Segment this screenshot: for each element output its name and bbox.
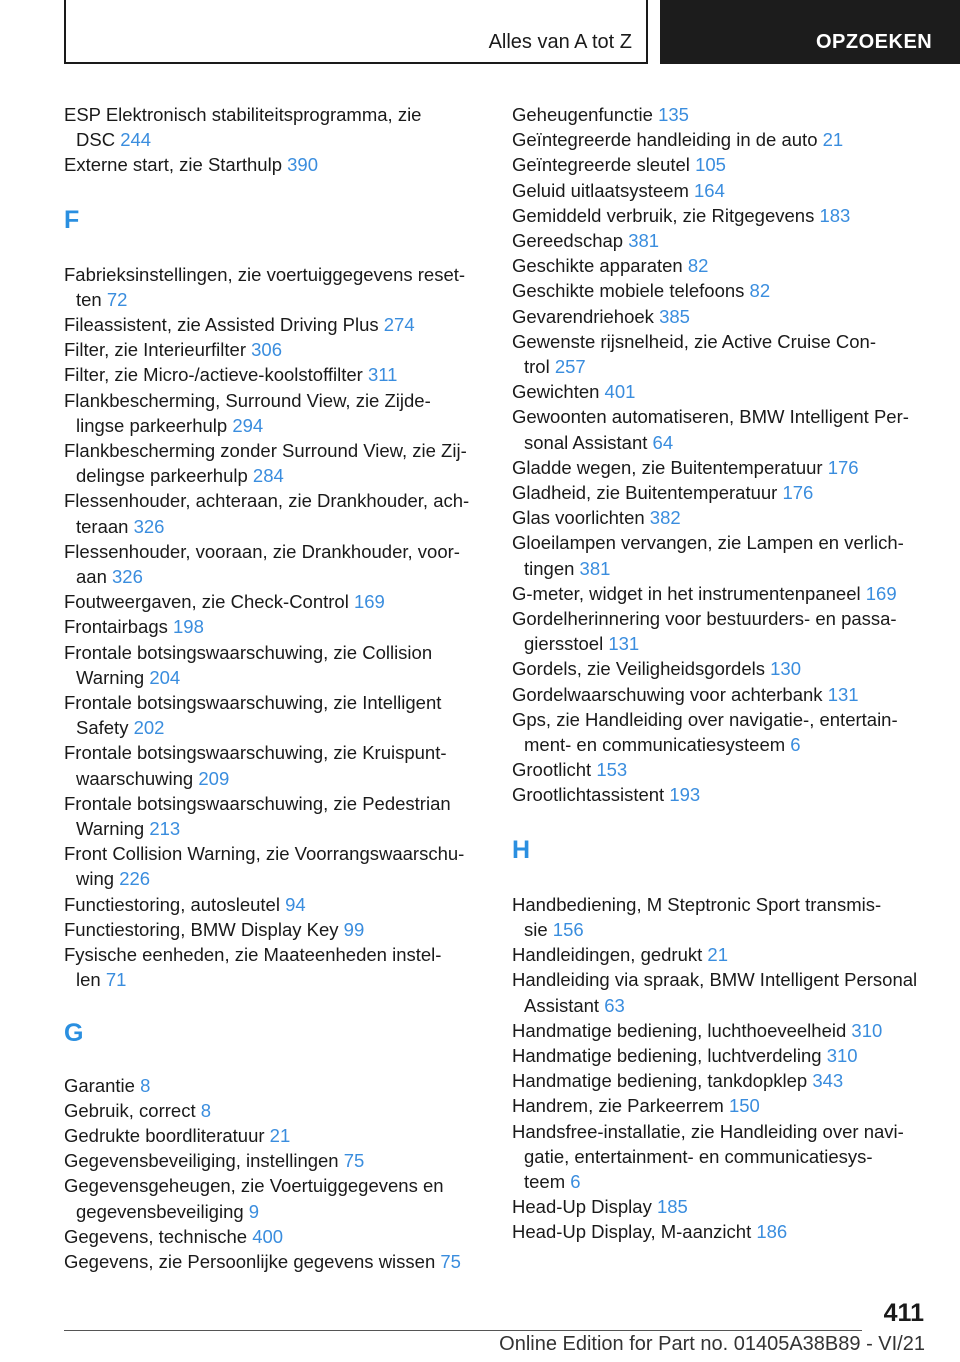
page-reference-link[interactable]: 135	[658, 104, 689, 125]
page-reference-link[interactable]: 75	[343, 1150, 365, 1172]
index-entry	[64, 791, 484, 841]
page-reference-link[interactable]: 186	[756, 1221, 788, 1243]
index-entry	[512, 304, 932, 329]
index-entry-text: Frontairbags 198	[64, 616, 204, 638]
page-reference-link[interactable]: 343	[812, 1070, 844, 1092]
index-entry-text: waarschuwing 209	[76, 767, 230, 789]
index-entry	[512, 253, 932, 278]
page-reference-link[interactable]: 63	[604, 994, 625, 1016]
index-entry	[512, 782, 932, 807]
index-entry	[64, 362, 484, 387]
page-reference-link[interactable]: 294	[232, 414, 264, 436]
index-entry-text: Gedrukte boordliteratuur 21	[64, 1124, 291, 1146]
page-reference-link[interactable]: 326	[112, 566, 143, 588]
index-entry-text: Assistant 63	[524, 994, 625, 1016]
section-header-tab	[64, 0, 648, 64]
page-reference-link[interactable]: 150	[728, 1095, 760, 1117]
index-entry-text: Gps, zie Handleiding over navigatie-, entertain-	[512, 708, 898, 730]
index-entry-text: Safety 202	[76, 717, 165, 739]
index-entry	[512, 1043, 932, 1068]
index-entry	[64, 262, 484, 312]
index-entry	[512, 379, 932, 404]
page-reference-link[interactable]: 198	[173, 616, 204, 638]
page-reference-link[interactable]: 82	[687, 255, 709, 277]
page-reference-link[interactable]: 99	[343, 918, 365, 940]
index-entry-text: Handleiding via spraak, BMW Intelligent Personal	[512, 969, 918, 991]
index-entry-text: Gegevensgeheugen, zie Voertuiggegevens en	[64, 1175, 444, 1197]
index-entry-text: Gegevensbeveiliging, instellingen 75	[64, 1150, 365, 1172]
page-reference-link[interactable]: 169	[353, 591, 385, 613]
index-entry	[64, 152, 484, 177]
index-entry-text: sonal Assistant 64	[524, 431, 674, 453]
index-entry	[512, 1093, 932, 1118]
page-reference-link[interactable]: 310	[851, 1019, 883, 1041]
index-entry-text: ten 72	[76, 288, 128, 310]
footer-edition-text: Online Edition for Part no. 01405A38B89 - VI/21	[499, 1333, 925, 1355]
index-entry-text: Geschikte mobiele telefoons 82	[512, 280, 771, 302]
index-entry	[512, 203, 932, 228]
index-column-right	[512, 102, 932, 1245]
index-entry-text: Head-Up Display, M-aanzicht 186	[512, 1221, 788, 1243]
index-entry	[64, 589, 484, 614]
index-entry	[64, 640, 484, 690]
index-entry-text: Handmatige bediening, luchthoeveelheid 310	[512, 1019, 883, 1041]
index-entry	[512, 455, 932, 480]
page-reference-link[interactable]: 6	[790, 734, 801, 756]
index-entry-text: Gladheid, zie Buitentemperatuur 176	[512, 482, 814, 504]
index-entry-text: Handmatige bediening, luchtverdeling 310	[512, 1044, 858, 1066]
index-column-left	[64, 102, 484, 1274]
page-reference-link[interactable]: 326	[133, 515, 165, 537]
index-entry-text: Fabrieksinstellingen, zie voertuiggegevens reset-	[64, 263, 466, 285]
index-entry-text: Geheugenfunctie 135	[512, 104, 689, 125]
page-reference-link[interactable]: 382	[649, 507, 681, 529]
index-entry	[512, 1018, 932, 1043]
page-reference-link[interactable]: 209	[198, 767, 230, 789]
page-reference-link[interactable]: 153	[596, 759, 628, 781]
index-entry-text: G-meter, widget in het instrumentenpaneel 169	[512, 582, 897, 604]
index-entry-text: Foutweergaven, zie Check-Control 169	[64, 591, 385, 613]
index-entry-text: Gevarendriehoek 385	[512, 305, 690, 327]
page-reference-link[interactable]: 21	[269, 1124, 291, 1146]
index-letter-heading: H	[512, 835, 531, 864]
index-entry-text: Frontale botsingswaarschuwing, zie Intelligent	[64, 692, 442, 714]
index-entry	[512, 102, 932, 127]
index-entry-text: Flessenhouder, vooraan, zie Drankhouder, voor-	[64, 540, 460, 562]
index-entry-text: ment- en communicatiesysteem 6	[524, 734, 801, 756]
lookup-tab[interactable]	[660, 0, 960, 64]
page-reference-link[interactable]: 274	[383, 314, 415, 336]
index-entry-text: delingse parkeerhulp 284	[76, 465, 284, 487]
page-reference-link[interactable]: 71	[105, 969, 127, 991]
index-entry-text: Gegevens, zie Persoonlijke gegevens wissen 75	[64, 1250, 461, 1272]
index-entry-text: Filter, zie Micro-/actieve-koolstoffilter 311	[64, 364, 398, 386]
page-reference-link[interactable]: 169	[865, 582, 897, 604]
page-reference-link[interactable]: 164	[694, 179, 725, 201]
page-reference-link[interactable]: 82	[749, 280, 771, 302]
index-entry-text: DSC 244	[76, 129, 152, 151]
page-reference-link[interactable]: 213	[149, 818, 181, 840]
page-reference-link[interactable]: 401	[604, 381, 636, 403]
index-entry	[512, 127, 932, 152]
page-reference-link[interactable]: 131	[827, 683, 859, 705]
index-entry-text: Frontale botsingswaarschuwing, zie Kruispunt-	[64, 742, 447, 764]
index-entry-text: gegevensbeveiliging 9	[76, 1200, 260, 1222]
index-entry	[512, 656, 932, 681]
index-entry-text: Handbediening, M Steptronic Sport transmis-	[512, 893, 882, 915]
index-entry	[64, 488, 484, 538]
index-entry-text: Geïntegreerde sleutel 105	[512, 154, 726, 176]
page-reference-link[interactable]: 193	[669, 784, 701, 806]
index-entry	[64, 337, 484, 362]
index-entry	[512, 278, 932, 303]
index-entry	[64, 614, 484, 639]
page-reference-link[interactable]: 94	[285, 893, 306, 915]
index-entry-text: Head-Up Display 185	[512, 1196, 688, 1218]
page-reference-link[interactable]: 381	[628, 230, 660, 252]
index-entry	[64, 388, 484, 438]
index-entry-text: Handsfree-installatie, zie Handleiding over navi-	[512, 1120, 904, 1142]
index-entry	[512, 1068, 932, 1093]
index-entry-text: sie 156	[524, 918, 584, 940]
index-entry-text: wing 226	[76, 868, 151, 890]
page-reference-link[interactable]: 131	[608, 633, 640, 655]
page-reference-link[interactable]: 381	[579, 557, 611, 579]
index-entry	[64, 1098, 484, 1123]
index-entry-text: Grootlicht 153	[512, 759, 628, 781]
page-reference-link[interactable]: 185	[656, 1196, 688, 1218]
page-reference-link[interactable]: 244	[120, 129, 152, 151]
index-entry-text: Geïntegreerde handleiding in de auto 21	[512, 129, 844, 151]
index-entry-text: Flankbescherming zonder Surround View, zie Zij-	[64, 440, 467, 462]
index-entry	[64, 102, 484, 152]
index-entry-text: Gebruik, correct 8	[64, 1099, 212, 1121]
page-reference-link[interactable]: 400	[252, 1225, 284, 1247]
index-entry-text: Geschikte apparaten 82	[512, 255, 709, 277]
footer-divider	[64, 1330, 862, 1331]
index-letter-heading: F	[64, 205, 80, 234]
index-entry	[64, 942, 484, 992]
index-entry	[512, 480, 932, 505]
index-entry-text: Frontale botsingswaarschuwing, zie Collision	[64, 641, 433, 663]
page-reference-link[interactable]: 311	[367, 364, 398, 386]
page-reference-link[interactable]: 156	[552, 918, 584, 940]
index-entry-text: Gordels, zie Veiligheidsgordels 130	[512, 658, 801, 680]
index-entry	[512, 505, 932, 530]
page-number: 411	[883, 1299, 924, 1327]
index-entry-text: Warning 204	[76, 666, 181, 688]
index-entry	[64, 539, 484, 589]
index-entry-text: ESP Elektronisch stabiliteitsprogramma, zie	[64, 104, 422, 125]
index-entry-text: Gewichten 401	[512, 381, 636, 403]
index-entry-text: Gladde wegen, zie Buitentemperatuur 176	[512, 456, 859, 478]
index-entry	[512, 682, 932, 707]
page-reference-link[interactable]: 176	[782, 482, 814, 504]
index-entry	[512, 892, 932, 942]
index-entry-text: Gemiddeld verbruik, zie Ritgegevens 183	[512, 204, 851, 226]
page-reference-link[interactable]: 183	[819, 204, 851, 226]
index-entry-text: Flankbescherming, Surround View, zie Zijde-	[64, 389, 431, 411]
index-entry	[64, 1148, 484, 1173]
index-entry	[64, 690, 484, 740]
index-entry-text: Fileassistent, zie Assisted Driving Plus 274	[64, 314, 415, 336]
page-reference-link[interactable]: 9	[248, 1200, 260, 1222]
index-entry	[64, 1173, 484, 1223]
page-reference-link[interactable]: 75	[440, 1250, 461, 1272]
page-reference-link[interactable]: 21	[707, 944, 728, 966]
lookup-tab-label: OPZOEKEN	[816, 31, 933, 53]
page-reference-link[interactable]: 202	[133, 717, 165, 739]
section-title: Alles van A tot Z	[488, 31, 632, 53]
index-entry-text: giersstoel 131	[524, 633, 640, 655]
index-entry-text: trol 257	[524, 356, 586, 378]
page-reference-link[interactable]: 385	[659, 305, 690, 327]
index-entry-text: Gegevens, technische 400	[64, 1225, 284, 1247]
page-reference-link[interactable]: 64	[652, 431, 674, 453]
index-entry-text: Gloeilampen vervangen, zie Lampen en verlich-	[512, 532, 904, 554]
index-entry-text: Gordelwaarschuwing voor achterbank 131	[512, 683, 859, 705]
index-entry	[64, 841, 484, 891]
index-letter-heading: G	[64, 1018, 84, 1047]
index-entry	[64, 1224, 484, 1249]
index-entry-text: Warning 213	[76, 818, 181, 840]
index-entry	[64, 312, 484, 337]
index-entry	[512, 707, 932, 757]
page-reference-link[interactable]: 390	[287, 154, 319, 176]
index-entry	[64, 438, 484, 488]
index-entry-text: Functiestoring, autosleutel 94	[64, 893, 306, 915]
index-entry	[512, 329, 932, 379]
index-entry-text: Gewoonten automatiseren, BMW Intelligent Per-	[512, 406, 909, 428]
index-entry-text: Glas voorlichten 382	[512, 507, 681, 529]
index-entry-text: teraan 326	[76, 515, 165, 537]
index-entry-text: gatie, entertainment- en communicatiesys-	[524, 1145, 873, 1167]
index-entry	[512, 757, 932, 782]
page-reference-link[interactable]: 310	[826, 1044, 858, 1066]
page-reference-link[interactable]: 21	[822, 129, 844, 151]
index-entry-text: Garantie 8	[64, 1074, 151, 1096]
index-entry	[64, 892, 484, 917]
index-entry	[512, 1119, 932, 1195]
index-entry-text: Geluid uitlaatsysteem 164	[512, 179, 725, 201]
page-reference-link[interactable]: 8	[140, 1074, 151, 1096]
index-entry-text: tingen 381	[524, 557, 611, 579]
index-entry-text: Filter, zie Interieurfilter 306	[64, 339, 282, 361]
index-entry	[64, 1123, 484, 1148]
index-entry	[64, 1249, 484, 1274]
index-entry	[512, 1219, 932, 1244]
index-entry-text: Gereedschap 381	[512, 230, 660, 252]
index-entry-text: teem 6	[524, 1170, 581, 1192]
page-reference-link[interactable]: 8	[200, 1099, 212, 1121]
index-entry-text: Handrem, zie Parkeerrem 150	[512, 1095, 760, 1117]
index-entry	[512, 581, 932, 606]
index-entry-text: Gordelherinnering voor bestuurders- en passa-	[512, 608, 897, 630]
page-reference-link[interactable]: 130	[770, 658, 801, 680]
index-entry-text: Handleidingen, gedrukt 21	[512, 944, 728, 966]
index-entry	[512, 152, 932, 177]
index-entry	[512, 228, 932, 253]
page-reference-link[interactable]: 257	[554, 356, 586, 378]
index-entry	[64, 1073, 484, 1098]
index-entry-text: Handmatige bediening, tankdopklep 343	[512, 1070, 844, 1092]
page-reference-link[interactable]: 176	[827, 456, 859, 478]
index-entry	[512, 967, 932, 1017]
page-reference-link[interactable]: 284	[252, 465, 284, 487]
index-entry-text: Frontale botsingswaarschuwing, zie Pedestrian	[64, 792, 451, 814]
page-reference-link[interactable]: 204	[149, 666, 181, 688]
page-reference-link[interactable]: 105	[695, 154, 726, 176]
page-reference-link[interactable]: 6	[570, 1170, 581, 1192]
index-entry-text: Functiestoring, BMW Display Key 99	[64, 918, 365, 940]
page-reference-link[interactable]: 226	[119, 868, 151, 890]
index-entry-text: Fysische eenheden, zie Maateenheden instel-	[64, 944, 442, 966]
index-entry	[512, 530, 932, 580]
index-entry-text: aan 326	[76, 566, 143, 588]
index-entry-text: Grootlichtassistent 193	[512, 784, 701, 806]
index-entry-text: Gewenste rijsnelheid, zie Active Cruise Con-	[512, 330, 876, 352]
index-entry-text: Externe start, zie Starthulp 390	[64, 154, 319, 176]
index-entry-text: len 71	[76, 969, 127, 991]
page-reference-link[interactable]: 72	[106, 288, 128, 310]
index-entry	[512, 606, 932, 656]
index-entry	[512, 404, 932, 454]
index-entry	[512, 178, 932, 203]
index-entry	[64, 740, 484, 790]
index-entry	[512, 1194, 932, 1219]
index-entry	[512, 942, 932, 967]
index-entry-text: Flessenhouder, achteraan, zie Drankhouder, ach-	[64, 490, 470, 512]
index-entry	[64, 917, 484, 942]
index-entry-text: lingse parkeerhulp 294	[76, 414, 264, 436]
index-entry-text: Front Collision Warning, zie Voorrangswaarschu-	[64, 843, 465, 865]
page-reference-link[interactable]: 306	[251, 339, 282, 361]
